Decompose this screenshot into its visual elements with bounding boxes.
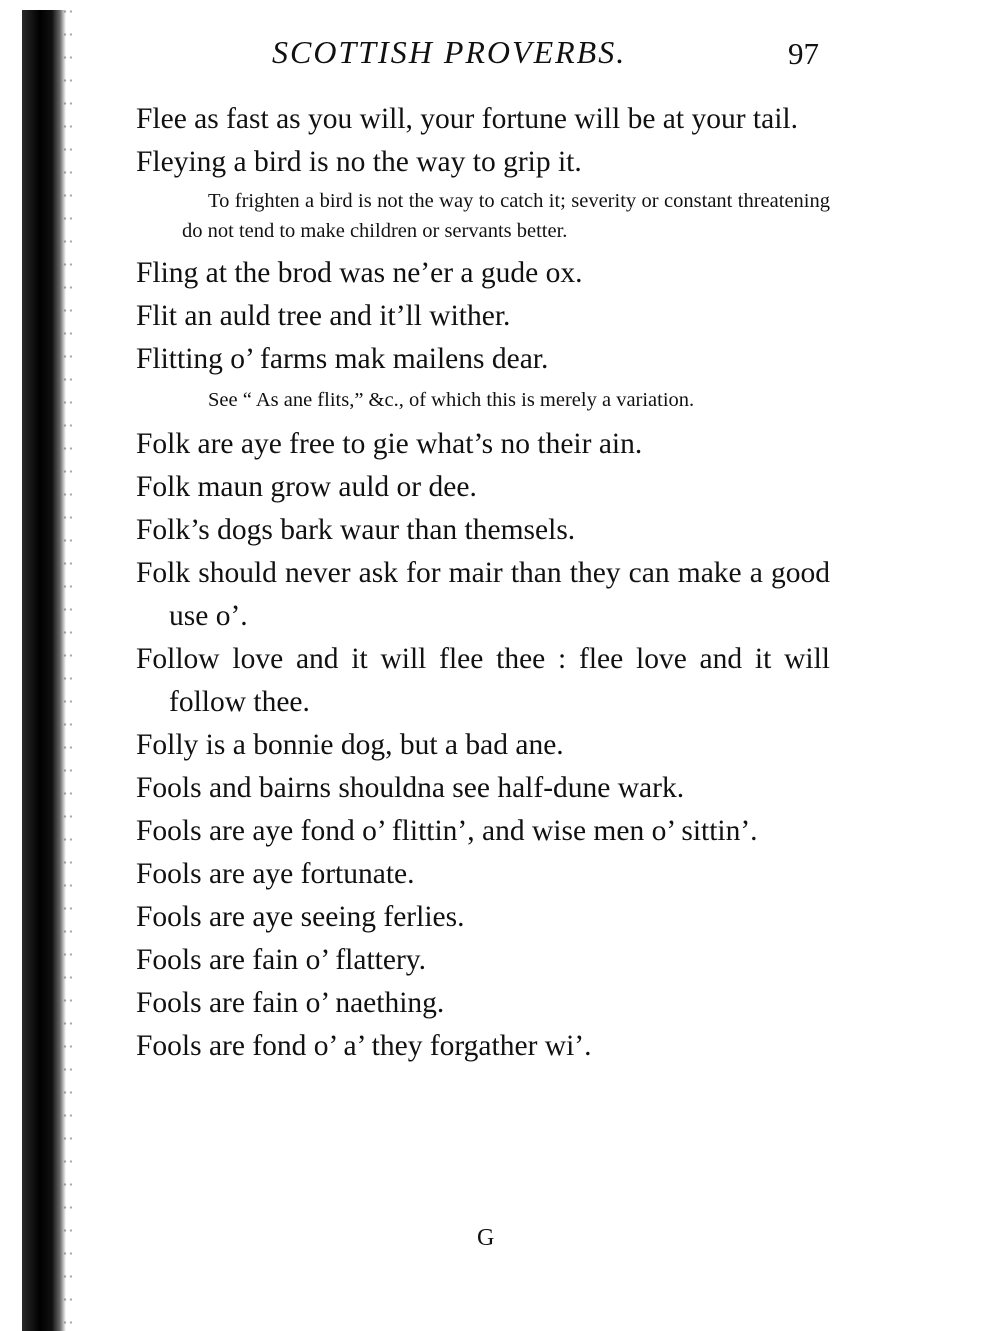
book-spine-shadow	[22, 10, 66, 1331]
proverb-entry: Folk should never ask for mair than they can make a good use o’.	[136, 557, 830, 632]
proverb-entry: Folk maun grow auld or dee.	[136, 471, 477, 503]
scan-speckle	[62, 0, 72, 1331]
proverb-entry: Fools are fain o’ flattery.	[136, 944, 426, 976]
proverb-entry: Fools are aye fond o’ flittin’, and wise men o’ sittin’.	[136, 815, 758, 847]
proverb-entry: Flitting o’ farms mak mailens dear.	[136, 343, 549, 375]
page-header	[0, 30, 1000, 80]
proverb-entry: Fools and bairns shouldna see half-dune wark.	[136, 772, 685, 804]
proverb-entry: Folk are aye free to gie what’s no their ain.	[136, 428, 643, 460]
proverb-entry: Fools are fond o’ a’ they forgather wi’.	[136, 1030, 592, 1062]
proverb-entry: Fleying a bird is no the way to grip it.	[136, 146, 582, 178]
page-number: 97	[788, 36, 819, 71]
proverb-entry: Fools are aye fortunate.	[136, 858, 415, 890]
explanatory-note: To frighten a bird is not the way to catch it; severity or constant threatening do not tend to make children or servants better.	[182, 190, 830, 242]
proverb-entry: Follow love and it will flee thee : flee love and it will follow thee.	[136, 643, 830, 718]
proverb-entry: Flit an auld tree and it’ll wither.	[136, 300, 511, 332]
signature-mark: G	[477, 1225, 495, 1251]
proverb-entry: Flee as fast as you will, your fortune will be at your tail.	[136, 103, 798, 135]
proverb-list	[136, 98, 830, 1068]
proverb-entry: Folly is a bonnie dog, but a bad ane.	[136, 729, 564, 761]
running-title: SCOTTISH PROVERBS.	[272, 34, 627, 70]
proverb-entry: Folk’s dogs bark waur than themsels.	[136, 514, 576, 546]
proverb-entry: Fools are fain o’ naething.	[136, 987, 445, 1019]
explanatory-note: See “ As ane flits,” &c., of which this is merely a variation.	[208, 389, 695, 411]
proverb-entry: Fling at the brod was ne’er a gude ox.	[136, 257, 583, 289]
proverb-entry: Fools are aye seeing ferlies.	[136, 901, 465, 933]
